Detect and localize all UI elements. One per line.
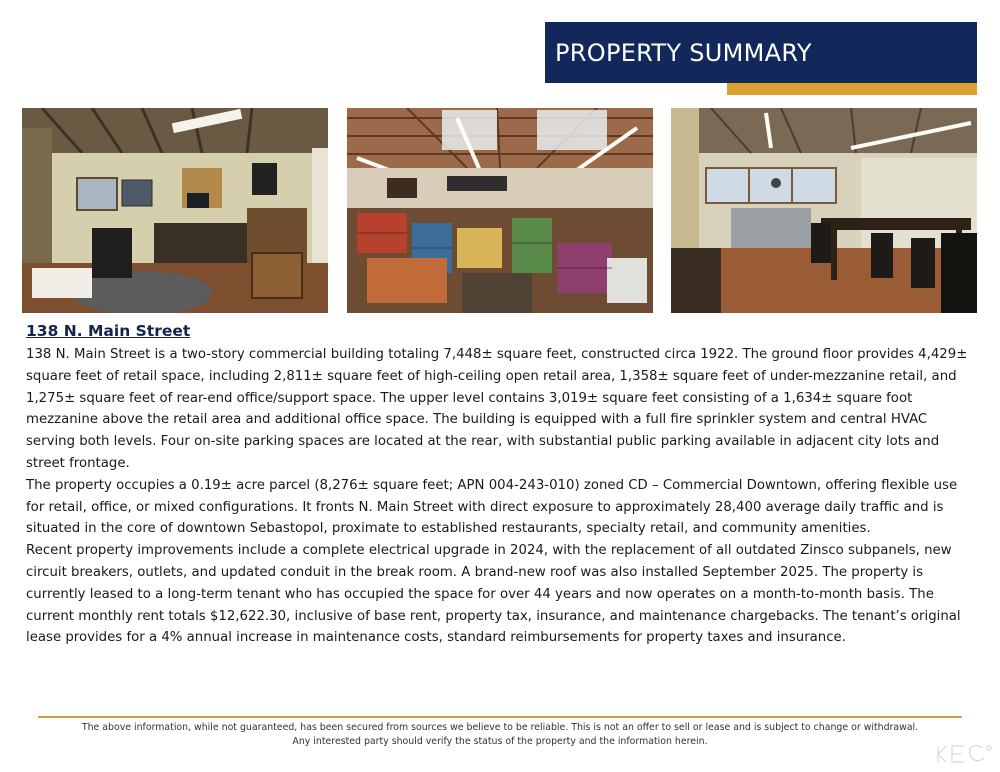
paragraph-improvements-lease: Recent property improvements include a complete electrical upgrade in 2024, with the replacement of all outdated Zinsco subpanels, new circuit breakers, outlets, and updated conduit in the break room. A brand-new roof was also installed September 2025. The property is currently leased to a long-term tenant who has occupied the space for over 44 years and now operates on a month-to-month basis. The current monthly rent totals $12,622.30, inclusive of base rent, property tax, insurance, and maintenance chargebacks. The tenant’s original lease provides for a 4% annual increase in maintenance costs, standard reimbursements for property taxes and insurance. (26, 543, 961, 646)
page-title: PROPERTY SUMMARY (555, 38, 812, 67)
disclaimer-line-2: Any interested party should verify the status of the property and the information herein. (292, 736, 708, 747)
break-room-photo (671, 108, 977, 313)
paragraph-parcel-location: The property occupies a 0.19± acre parcel (8,276± square feet; APN 004-243-010) zoned CD – Commercial Downtown, offering flexible use for retail, office, or mixed configurations. It fronts N. Main Street with direct exposure to approximately 28,400 average daily traffic and is situated in the core of downtown Sebastopol, proximate to established restaurants, specialty retail, and community amenities. (26, 477, 958, 537)
office-interior-photo (22, 108, 328, 313)
paragraph-building-overview: 138 N. Main Street is a two-story commercial building totaling 7,448± square feet, constructed circa 1922. The ground floor provides 4,429± square feet of retail space, including 2,811± square feet of high-ceiling open retail area, 1,358± square feet of under-mezzanine retail, and 1,275± square feet of rear-end office/support space. The upper level contains 3,019± square feet consisting of a 1,634± square foot mezzanine above the retail area and additional office space. The building is equipped with a full fire sprinkler system and central HVAC serving both levels. Four on-site parking spaces are located at the rear, with substantial public parking available in adjacent city lots and street frontage. (26, 347, 968, 471)
footer-divider (38, 716, 962, 718)
disclaimer-line-1: The above information, while not guaranteed, has been secured from sources we believe to be reliable. This is not an offer to sell or lease and is subject to change or withdrawal. (81, 722, 919, 733)
bookstore-retail-floor-photo (347, 108, 653, 313)
property-heading: 138 N. Main Street (26, 322, 191, 340)
disclaimer (30, 721, 970, 749)
brokerage-logo-watermark (934, 740, 996, 768)
property-description (26, 320, 976, 649)
title-banner (545, 22, 977, 83)
